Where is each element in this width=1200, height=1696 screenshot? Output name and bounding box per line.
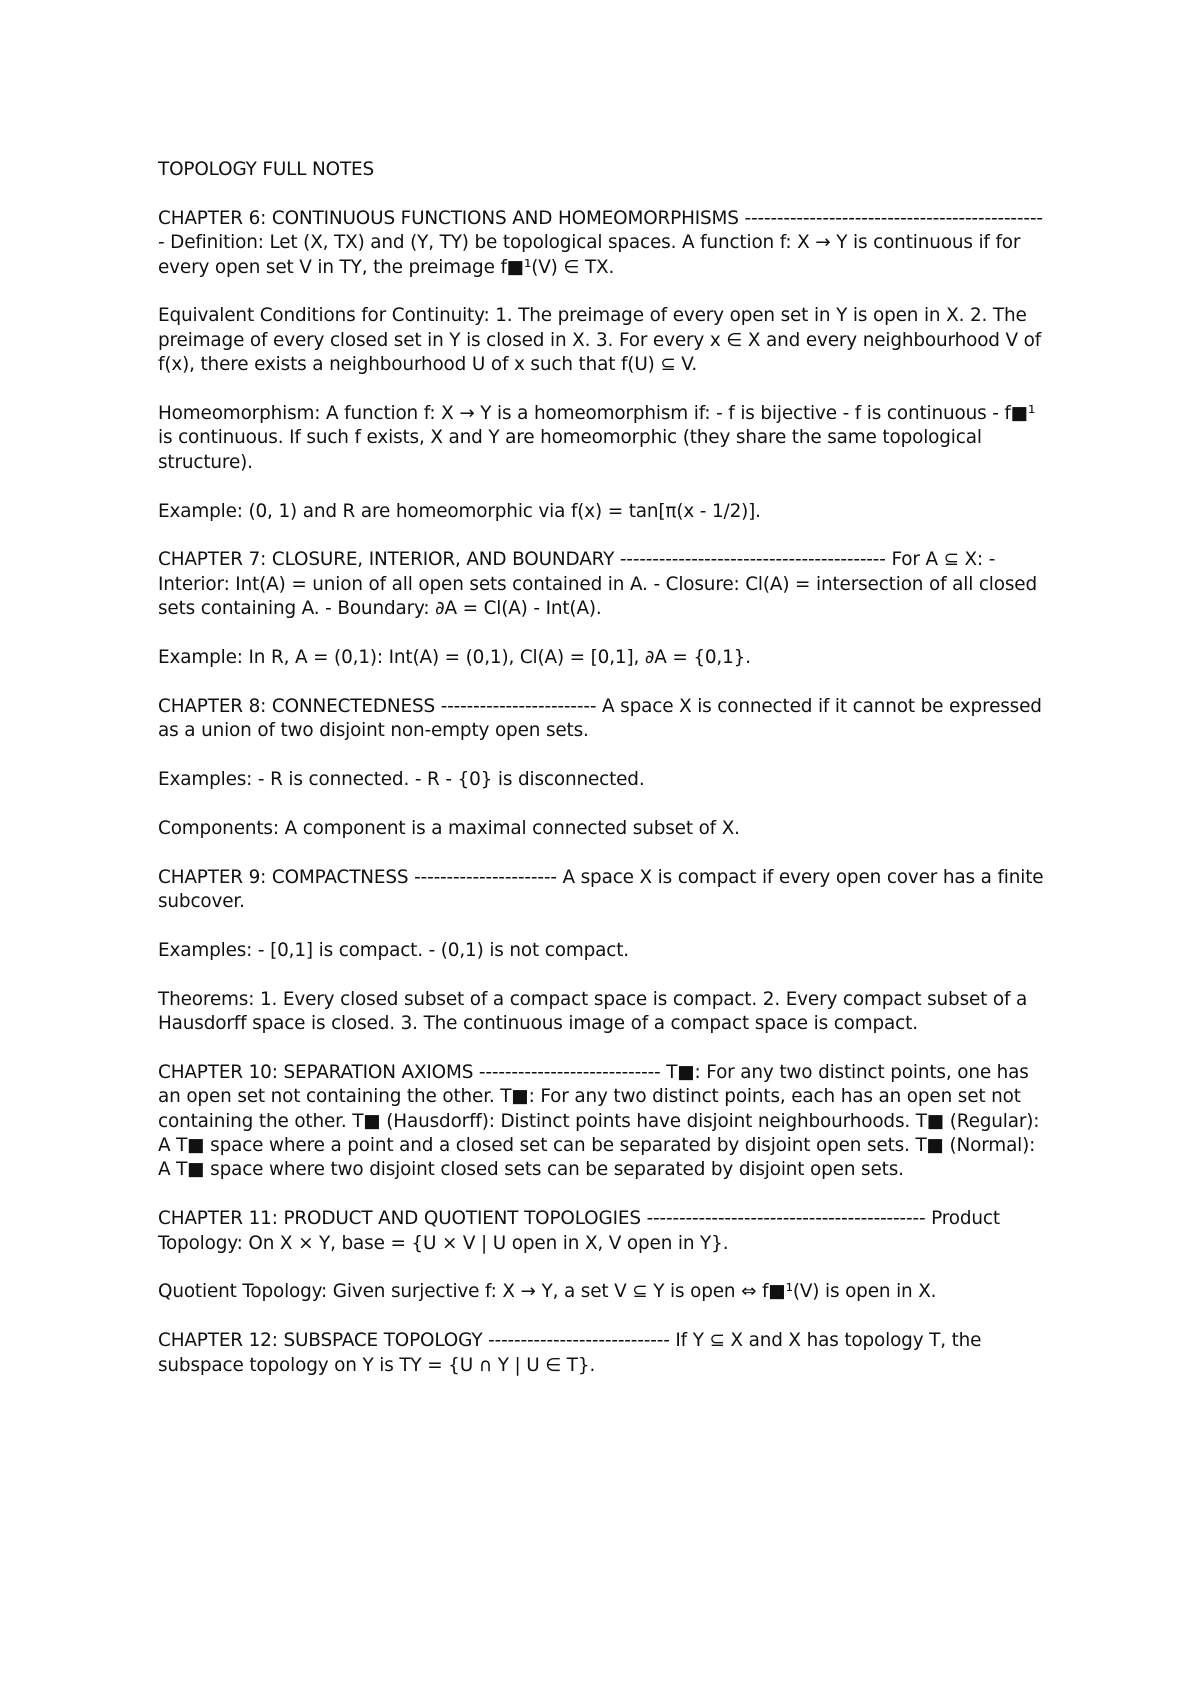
paragraph-homeomorphism-example: Example: (0, 1) and R are homeomorphic via f(x) = tan[π(x - 1/2)]. xyxy=(158,500,761,522)
paragraph-chapter-7: CHAPTER 7: CLOSURE, INTERIOR, AND BOUNDARY ----------------------------------------- For A ⊆ X: - Interior: Int(A) = union of all open sets contained in A. - Closure: Cl(A) = intersection of all closed sets containing A. - Boundary: ∂A = Cl(A) - Int(A). xyxy=(158,549,1037,620)
paragraph-chapter-10: CHAPTER 10: SEPARATION AXIOMS ---------------------------- T■: For any two distinct points, one has an open set not containing the other. T■: For any two distinct points, each has an open set not containing the other. T■ (Hausdorff): Distinct points have disjoint neighbourhoods. T■ (Regular): A T■ space where a point and a closed set can be separated by disjoint open sets. T■ (Normal): A T■ space where two disjoint closed sets can be separated by disjoint open sets. xyxy=(158,1061,1040,1181)
paragraph-compactness-examples: Examples: - [0,1] is compact. - (0,1) is not compact. xyxy=(158,939,629,961)
document-page xyxy=(158,158,1048,1402)
paragraph-connectedness-examples: Examples: - R is connected. - R - {0} is disconnected. xyxy=(158,769,645,791)
paragraph-chapter-8: CHAPTER 8: CONNECTEDNESS ------------------------ A space X is connected if it cannot be expressed as a union of two disjoint non-empty open sets. xyxy=(158,695,1042,742)
paragraph-equivalent-conditions: Equivalent Conditions for Continuity: 1. The preimage of every open set in Y is open in X. 2. The preimage of every closed set in Y is closed in X. 3. For every x ∈ X and every neighbourhood V of f(x), there exists a neighbourhood U of x such that f(U) ⊆ V. xyxy=(158,305,1042,376)
document-title: TOPOLOGY FULL NOTES xyxy=(158,159,375,180)
paragraph-chapter-9: CHAPTER 9: COMPACTNESS ---------------------- A space X is compact if every open cover has a finite subcover. xyxy=(158,866,1044,913)
paragraph-quotient-topology: Quotient Topology: Given surjective f: X → Y, a set V ⊆ Y is open ⇔ f■¹(V) is open in X. xyxy=(158,1281,937,1303)
paragraph-compactness-theorems: Theorems: 1. Every closed subset of a compact space is compact. 2. Every compact subset of a Hausdorff space is closed. 3. The continuous image of a compact space is compact. xyxy=(158,988,1028,1035)
paragraph-chapter-6: CHAPTER 6: CONTINUOUS FUNCTIONS AND HOMEOMORPHISMS ----------------------------------------------- Definition: Let (X, TX) and (Y, TY) be topological spaces. A function f: X → Y is continuous if for every open set V in TY, the preimage f■¹(V) ∈ TX. xyxy=(158,207,1043,278)
paragraph-components: Components: A component is a maximal connected subset of X. xyxy=(158,817,740,839)
paragraph-chapter-12: CHAPTER 12: SUBSPACE TOPOLOGY ---------------------------- If Y ⊆ X and X has topology T, the subspace topology on Y is TY = {U ∩ Y | U ∈ T}. xyxy=(158,1330,982,1376)
paragraph-closure-example: Example: In R, A = (0,1): Int(A) = (0,1), Cl(A) = [0,1], ∂A = {0,1}. xyxy=(158,647,751,669)
paragraph-homeomorphism: Homeomorphism: A function f: X → Y is a homeomorphism if: - f is bijective - f is continuous - f■¹ is continuous. If such f exists, X and Y are homeomorphic (they share the same topological structure). xyxy=(158,403,1036,473)
paragraph-chapter-11: CHAPTER 11: PRODUCT AND QUOTIENT TOPOLOGIES ------------------------------------------- Product Topology: On X × Y, base = {U × V | U open in X, V open in Y}. xyxy=(158,1208,1000,1254)
